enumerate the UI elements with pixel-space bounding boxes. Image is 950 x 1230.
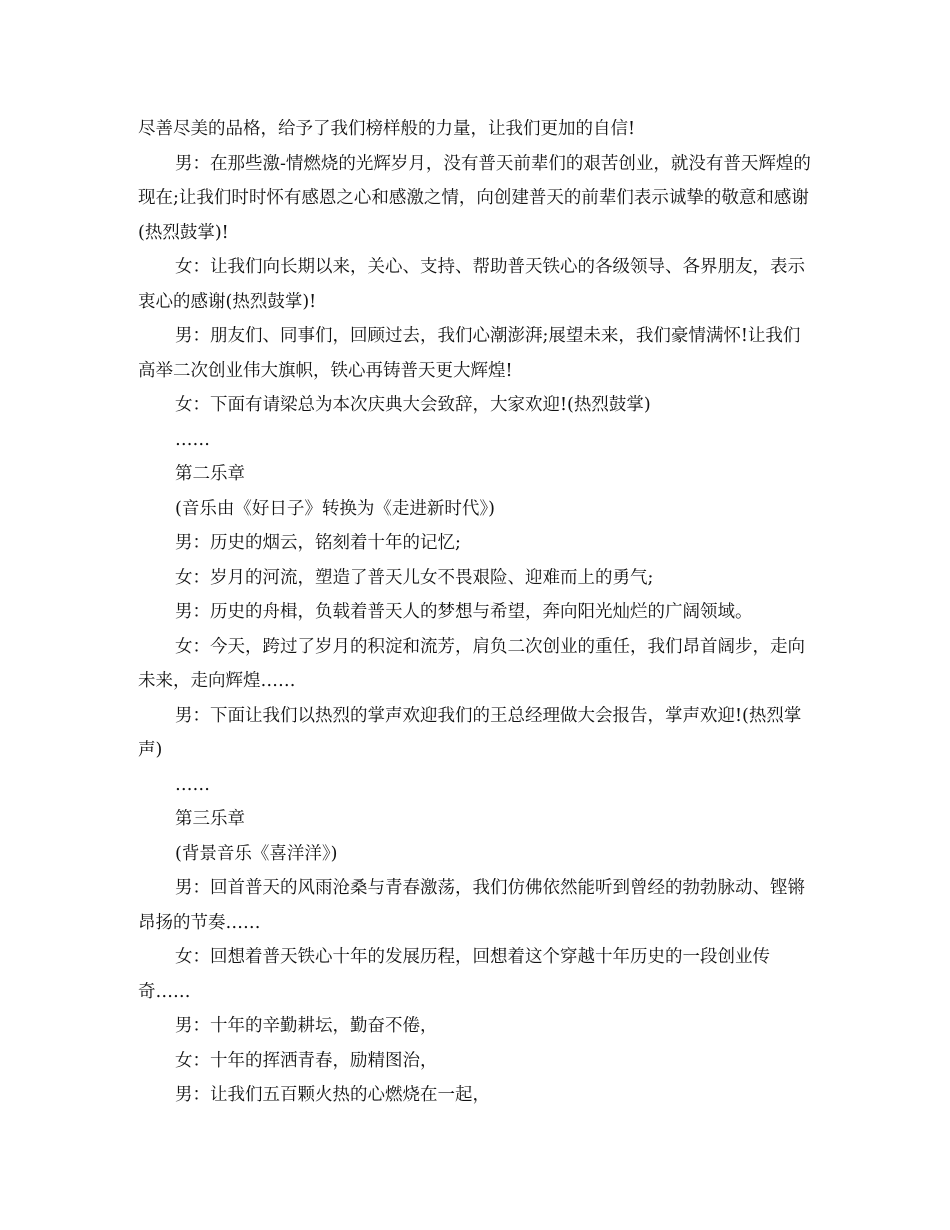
paragraph: 尽善尽美的品格，给予了我们榜样般的力量，让我们更加的自信! — [138, 119, 636, 139]
section-heading: 第二乐章 — [175, 464, 245, 484]
paragraph: 女：回想着普天铁心十年的发展历程，回想着这个穿越十年历史的一段创业传奇…… — [138, 947, 770, 1002]
paragraph: 男：让我们五百颗火热的心燃烧在一起， — [175, 1085, 490, 1105]
section-heading: 第三乐章 — [175, 809, 245, 829]
paragraph: 男：下面让我们以热烈的掌声欢迎我们的王总经理做大会报告，掌声欢迎!(热烈掌声) — [138, 705, 802, 760]
paragraph: 女：今天，跨过了岁月的积淀和流芳，肩负二次创业的重任，我们昂首阔步，走向未来，走向辉煌…… — [138, 636, 805, 691]
ellipsis-line: …… — [175, 774, 210, 795]
paragraph: 男：在那些激-情燃烧的光辉岁月，没有普天前辈们的艰苦创业，就没有普天辉煌的现在;让我们时时怀有感恩之心和感激之情，向创建普天的前辈们表示诚挚的敬意和感谢(热烈鼓掌)! — [138, 153, 811, 243]
paragraph: 女：让我们向长期以来，关心、支持、帮助普天铁心的各级领导、各界朋友，表示衷心的感谢(热烈鼓掌)! — [138, 257, 805, 312]
paragraph: 女：下面有请梁总为本次庆典大会致辞，大家欢迎!(热烈鼓掌) — [175, 395, 651, 415]
paragraph: 男：历史的舟楫，负载着普天人的梦想与希望，奔向阳光灿烂的广阔领域。 — [175, 602, 753, 622]
document-body — [138, 112, 814, 1113]
stage-direction: (背景音乐《喜洋洋》) — [175, 843, 338, 864]
paragraph: 女：十年的挥洒青春，励精图治， — [175, 1050, 438, 1071]
stage-direction: (音乐由《好日子》转换为《走进新时代》) — [175, 498, 495, 519]
paragraph: 男：朋友们、同事们，回顾过去，我们心潮澎湃;展望未来，我们豪情满怀!让我们高举二次创业伟大旗帜，铁心再铸普天更大辉煌! — [138, 326, 801, 381]
paragraph: 男：历史的烟云，铭刻着十年的记忆; — [175, 533, 461, 553]
paragraph: 男：十年的辛勤耕坛，勤奋不倦， — [175, 1016, 438, 1036]
paragraph: 男：回首普天的风雨沧桑与青春激荡，我们仿佛依然能听到曾经的勃勃脉动、铿锵昂扬的节奏…… — [138, 878, 805, 933]
paragraph: 女：岁月的河流，塑造了普天儿女不畏艰险、迎难而上的勇气; — [175, 567, 654, 588]
ellipsis-line: …… — [175, 429, 210, 450]
